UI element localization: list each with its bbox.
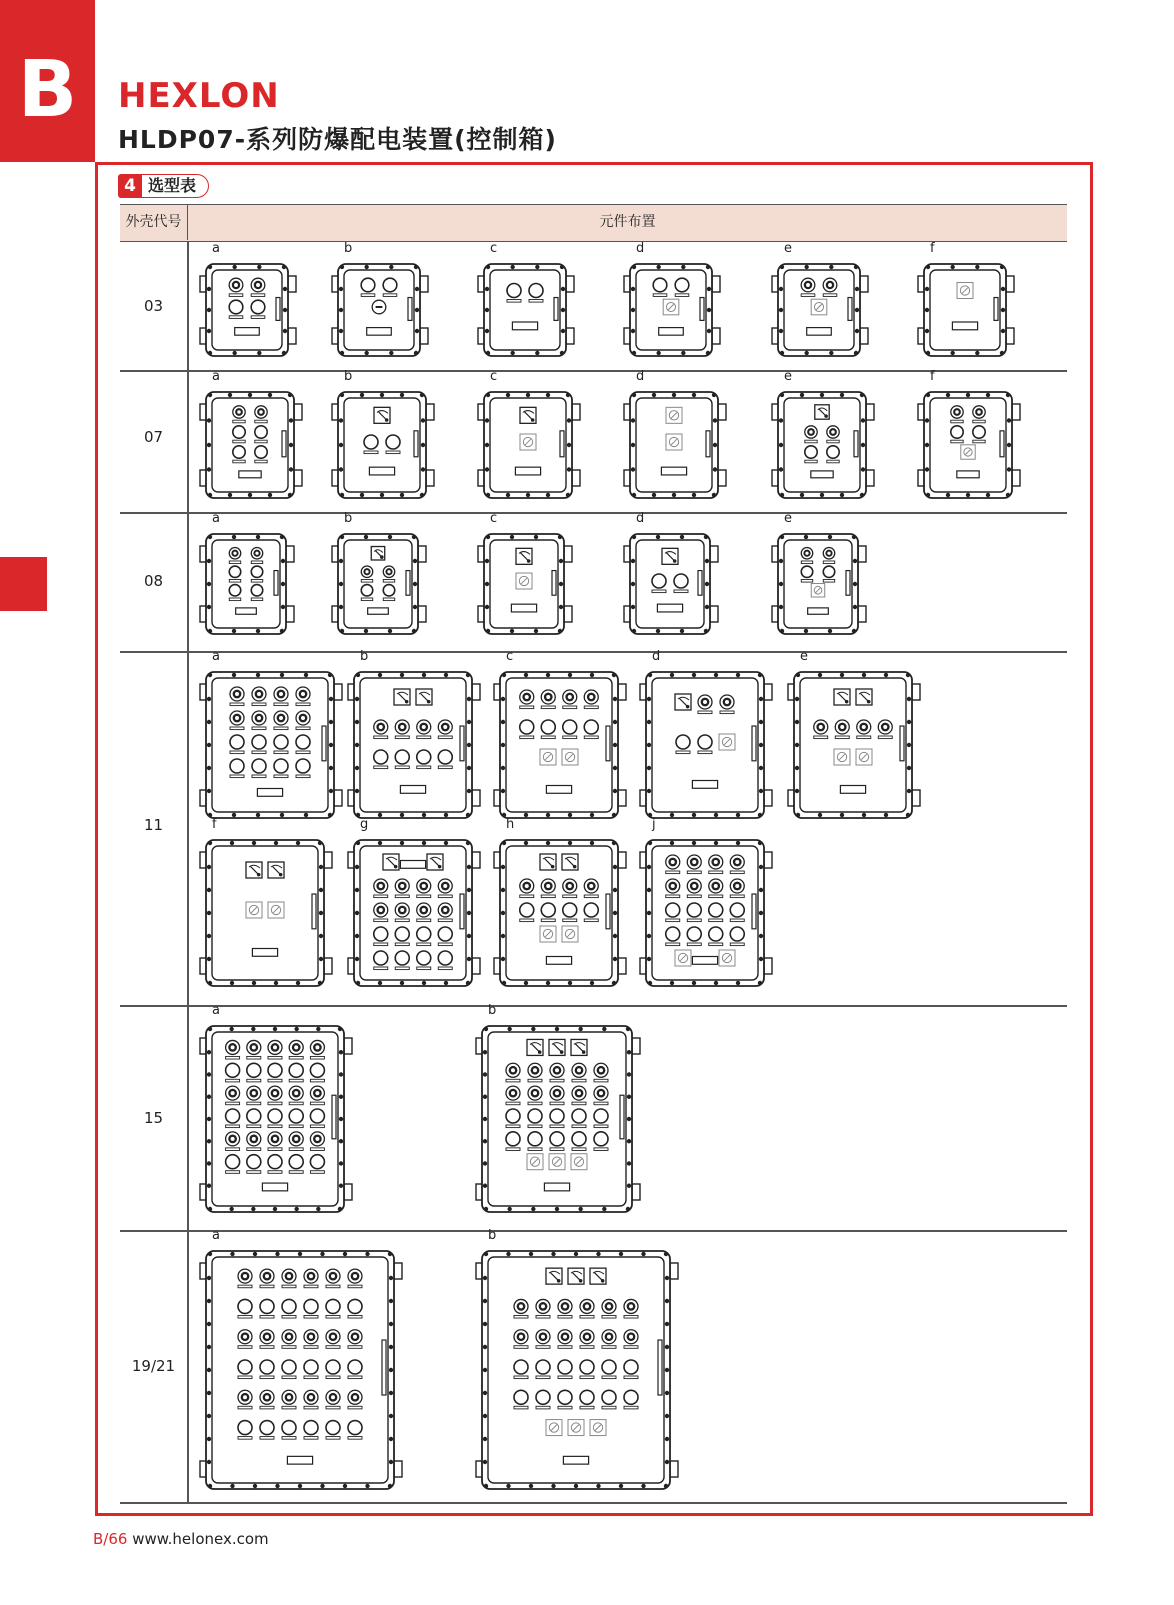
variant-label: b (488, 1228, 497, 1243)
enclosure-diagram-f (918, 369, 1018, 506)
variant-label: c (490, 511, 498, 526)
enclosure-drawing (788, 666, 918, 824)
page-number: B/66 (93, 1530, 128, 1548)
enclosure-diagram-b (332, 369, 432, 506)
variant-label: c (490, 241, 498, 256)
row-divider (120, 1502, 1067, 1504)
enclosure-drawing (478, 528, 570, 640)
column-divider (187, 242, 189, 1502)
header-component-layout: 元件布置 (187, 205, 1067, 240)
enclosure-diagram-f (200, 817, 330, 994)
variant-label: f (212, 817, 217, 832)
variant-label: d (636, 369, 645, 384)
table-header (120, 204, 1067, 242)
enclosure-diagram-g (348, 817, 478, 994)
enclosure-drawing (772, 528, 864, 640)
enclosure-diagram-b (332, 511, 424, 642)
enclosure-drawing (476, 1020, 638, 1218)
variant-label: f (930, 241, 935, 256)
enclosure-diagram-a (200, 511, 292, 642)
variant-label: b (344, 241, 353, 256)
enclosure-diagram-d (624, 241, 718, 364)
variant-label: a (212, 1003, 220, 1018)
enclosure-drawing (332, 528, 424, 640)
variant-label: d (636, 241, 645, 256)
enclosure-drawing (624, 386, 724, 504)
enclosure-code: 11 (143, 816, 164, 834)
enclosure-drawing (200, 1245, 400, 1495)
enclosure-diagram-j (640, 817, 770, 994)
section-title: 选型表 (142, 174, 209, 198)
enclosure-drawing (640, 666, 770, 824)
variant-label: b (360, 649, 369, 664)
side-strip (0, 0, 95, 1605)
enclosure-diagram-d (640, 649, 770, 826)
enclosure-code: 15 (143, 1109, 164, 1127)
enclosure-code: 08 (143, 572, 164, 590)
enclosure-drawing (200, 386, 300, 504)
variant-label: f (930, 369, 935, 384)
variant-label: b (488, 1003, 497, 1018)
enclosure-diagram-a (200, 369, 300, 506)
variant-label: j (652, 817, 656, 832)
enclosure-diagram-e (772, 369, 872, 506)
variant-label: c (490, 369, 498, 384)
enclosure-diagram-b (332, 241, 426, 364)
variant-label: e (800, 649, 808, 664)
enclosure-drawing (624, 258, 718, 362)
enclosure-diagram-d (624, 511, 716, 642)
section-block (0, 0, 95, 162)
enclosure-drawing (478, 258, 572, 362)
side-tab-marker (0, 557, 47, 611)
variant-label: a (212, 1228, 220, 1243)
variant-label: d (636, 511, 645, 526)
section-number: 4 (118, 174, 142, 198)
enclosure-diagram-f (918, 241, 1012, 364)
page-footer (93, 1530, 269, 1548)
enclosure-diagram-e (772, 241, 866, 364)
enclosure-code: 19/21 (131, 1357, 176, 1375)
enclosure-drawing (200, 258, 294, 362)
variant-label: h (506, 817, 515, 832)
enclosure-diagram-a (200, 649, 340, 826)
section-letter: B (17, 45, 78, 135)
enclosure-drawing (478, 386, 578, 504)
variant-label: g (360, 817, 369, 832)
enclosure-drawing (918, 258, 1012, 362)
header-enclosure-code: 外壳代号 (125, 214, 182, 230)
enclosure-drawing (348, 834, 478, 992)
enclosure-drawing (332, 386, 432, 504)
enclosure-diagram-h (494, 817, 624, 994)
enclosure-drawing (772, 258, 866, 362)
enclosure-drawing (200, 528, 292, 640)
enclosure-diagram-d (624, 369, 724, 506)
variant-label: e (784, 369, 792, 384)
enclosure-drawing (200, 1020, 350, 1218)
variant-label: a (212, 649, 220, 664)
enclosure-diagram-b (348, 649, 478, 826)
enclosure-drawing (332, 258, 426, 362)
enclosure-drawing (200, 666, 340, 824)
brand-logo: HEXLON (118, 76, 280, 116)
enclosure-drawing (494, 834, 624, 992)
enclosure-diagram-c (478, 511, 570, 642)
enclosure-diagram-e (772, 511, 864, 642)
variant-label: a (212, 241, 220, 256)
enclosure-drawing (640, 834, 770, 992)
enclosure-diagram-c (478, 241, 572, 364)
section-heading (118, 173, 209, 199)
enclosure-diagram-c (478, 369, 578, 506)
enclosure-drawing (624, 528, 716, 640)
page-title: HLDP07-系列防爆配电装置(控制箱) (118, 125, 557, 154)
enclosure-diagram-c (494, 649, 624, 826)
enclosure-diagram-a (200, 241, 294, 364)
enclosure-drawing (200, 834, 330, 992)
variant-label: d (652, 649, 661, 664)
enclosure-code: 07 (143, 428, 164, 446)
variant-label: e (784, 241, 792, 256)
variant-label: a (212, 511, 220, 526)
variant-label: a (212, 369, 220, 384)
website-url: www.helonex.com (132, 1530, 269, 1548)
enclosure-diagram-b (476, 1003, 638, 1220)
enclosure-drawing (918, 386, 1018, 504)
enclosure-drawing (772, 386, 872, 504)
variant-label: b (344, 511, 353, 526)
enclosure-diagram-e (788, 649, 918, 826)
enclosure-diagram-a (200, 1228, 400, 1497)
enclosure-diagram-b (476, 1228, 676, 1497)
variant-label: e (784, 511, 792, 526)
variant-label: b (344, 369, 353, 384)
enclosure-diagram-a (200, 1003, 350, 1220)
enclosure-drawing (494, 666, 624, 824)
variant-label: c (506, 649, 514, 664)
enclosure-drawing (348, 666, 478, 824)
enclosure-drawing (476, 1245, 676, 1495)
enclosure-code: 03 (143, 297, 164, 315)
